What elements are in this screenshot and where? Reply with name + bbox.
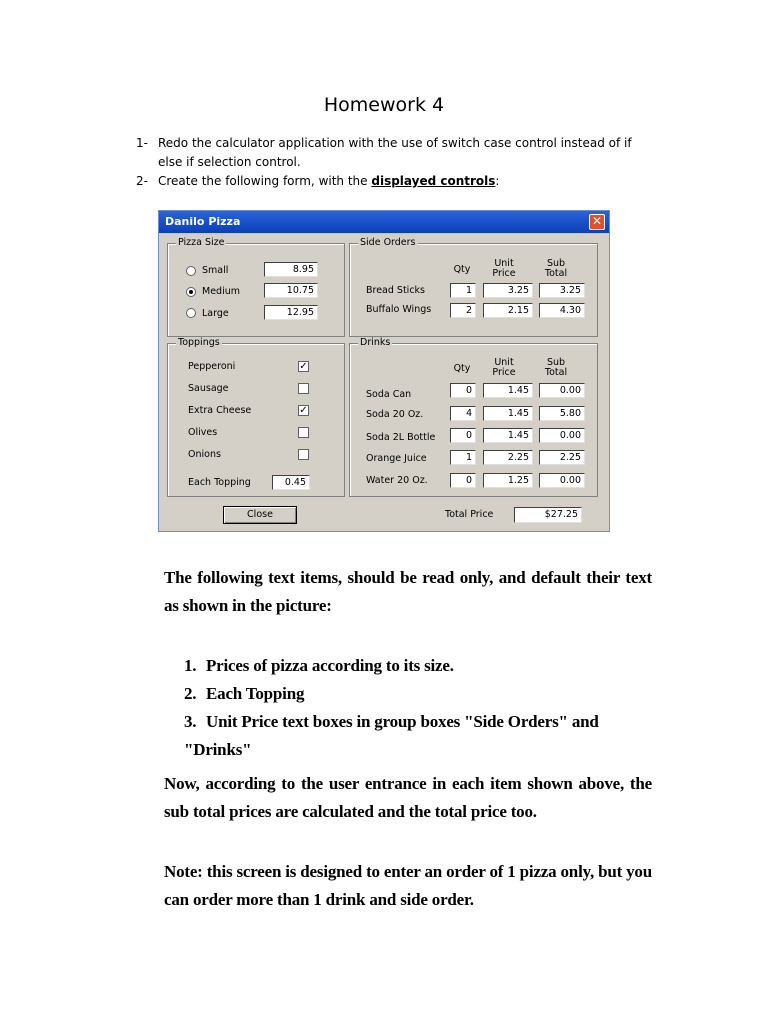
price-large-field[interactable]: 12.95 bbox=[264, 305, 318, 320]
total-price-field[interactable]: $27.25 bbox=[514, 507, 582, 523]
read-only-item-2 bbox=[184, 680, 654, 708]
group-legend: Side Orders bbox=[360, 237, 416, 248]
close-button[interactable]: Close bbox=[223, 506, 297, 524]
instructions-para-3-text: Note: this screen is designed to enter an order of 1 pizza only, but you can order more than 1 drink and side order. bbox=[164, 862, 652, 909]
toppings-group bbox=[167, 337, 345, 497]
qty-orange-juice-field[interactable]: 1 bbox=[450, 450, 476, 465]
instructions-block bbox=[164, 564, 652, 620]
drinks-group bbox=[349, 337, 598, 497]
price-medium-field[interactable]: 10.75 bbox=[264, 283, 318, 298]
unit-soda-20oz-field[interactable]: 1.45 bbox=[483, 406, 533, 421]
radio-medium[interactable] bbox=[186, 287, 196, 297]
checkbox-extra-cheese[interactable]: ✓ bbox=[299, 405, 308, 416]
read-only-item-text: Unit Price text boxes in group boxes "Side Orders" and "Drinks" bbox=[184, 712, 599, 759]
qty-soda-20oz-field[interactable]: 4 bbox=[450, 406, 476, 421]
radio-large[interactable] bbox=[186, 308, 196, 318]
sub-total-header: Sub Total bbox=[544, 357, 568, 378]
list-number: 3. bbox=[184, 712, 197, 731]
pizza-size-group bbox=[167, 237, 345, 337]
qty-header: Qty bbox=[453, 363, 471, 374]
read-only-item-text: Each Topping bbox=[206, 684, 305, 703]
read-only-item-3 bbox=[184, 708, 654, 764]
each-topping-field[interactable]: 0.45 bbox=[272, 475, 310, 490]
total-price-label: Total Price bbox=[445, 509, 494, 520]
unit-orange-juice-field[interactable]: 2.25 bbox=[483, 450, 533, 465]
read-only-list bbox=[184, 652, 654, 764]
qty-soda-2l-field[interactable]: 0 bbox=[450, 428, 476, 443]
unit-soda-2l-field[interactable]: 1.45 bbox=[483, 428, 533, 443]
qty-bread-sticks-field[interactable]: 1 bbox=[450, 283, 476, 298]
group-legend: Drinks bbox=[360, 337, 391, 348]
window-title: Danilo Pizza bbox=[165, 215, 241, 228]
sub-soda-20oz-field[interactable]: 5.80 bbox=[539, 406, 585, 421]
sub-total-header: Sub Total bbox=[544, 258, 568, 279]
topping-label: Sausage bbox=[188, 383, 229, 394]
instructions-para-3 bbox=[164, 858, 652, 914]
unit-soda-can-field[interactable]: 1.45 bbox=[483, 383, 533, 398]
sub-soda-can-field[interactable]: 0.00 bbox=[539, 383, 585, 398]
item-label: Soda 20 Oz. bbox=[366, 409, 424, 420]
price-small-field[interactable]: 8.95 bbox=[264, 262, 318, 277]
qty-water-20oz-field[interactable]: 0 bbox=[450, 473, 476, 488]
topping-label: Extra Cheese bbox=[188, 405, 252, 416]
qty-buffalo-wings-field[interactable]: 2 bbox=[450, 303, 476, 318]
instructions-intro: The following text items, should be read only, and default their text as shown in the picture: bbox=[164, 568, 652, 615]
list-number: 2- bbox=[136, 174, 148, 188]
unit-buffalo-wings-field[interactable]: 2.15 bbox=[483, 303, 533, 318]
sub-bread-sticks-field[interactable]: 3.25 bbox=[539, 283, 585, 298]
list-number: 1. bbox=[184, 656, 197, 675]
list-text-emphasis: displayed controls bbox=[371, 174, 496, 188]
document-title: Homework 4 bbox=[323, 94, 445, 116]
unit-bread-sticks-field[interactable]: 3.25 bbox=[483, 283, 533, 298]
item-label: Orange Juice bbox=[366, 453, 427, 464]
topping-label: Pepperoni bbox=[188, 361, 236, 372]
side-orders-group bbox=[349, 237, 598, 337]
item-label: Soda 2L Bottle bbox=[366, 432, 436, 443]
list-text bbox=[158, 172, 658, 191]
window-close-icon[interactable]: ✕ bbox=[589, 214, 605, 230]
item-label: Bread Sticks bbox=[366, 285, 425, 296]
checkbox-onions[interactable] bbox=[298, 449, 309, 460]
topping-label: Onions bbox=[188, 449, 221, 460]
qty-header: Qty bbox=[453, 264, 471, 275]
qty-soda-can-field[interactable]: 0 bbox=[450, 383, 476, 398]
topping-label: Olives bbox=[188, 427, 218, 438]
checkbox-pepperoni[interactable]: ✓ bbox=[299, 361, 308, 372]
option-label: Medium bbox=[202, 286, 240, 297]
item-label: Water 20 Oz. bbox=[366, 475, 428, 486]
read-only-item-1 bbox=[184, 652, 654, 680]
pizza-order-window bbox=[158, 210, 610, 532]
sub-soda-2l-field[interactable]: 0.00 bbox=[539, 428, 585, 443]
option-label: Small bbox=[202, 265, 229, 276]
unit-water-20oz-field[interactable]: 1.25 bbox=[483, 473, 533, 488]
sub-water-20oz-field[interactable]: 0.00 bbox=[539, 473, 585, 488]
list-text-after: : bbox=[495, 174, 500, 188]
read-only-item-text: Prices of pizza according to its size. bbox=[206, 656, 454, 675]
group-legend: Toppings bbox=[178, 337, 220, 348]
list-number: 2. bbox=[184, 684, 197, 703]
window-titlebar[interactable] bbox=[159, 211, 609, 233]
unit-price-header: Unit Price bbox=[492, 258, 516, 279]
item-label: Soda Can bbox=[366, 389, 412, 400]
list-text: Redo the calculator application with the use of switch case control instead of if else if selection control. bbox=[158, 136, 632, 169]
group-legend: Pizza Size bbox=[178, 237, 225, 248]
checkbox-sausage[interactable] bbox=[298, 383, 309, 394]
list-number: 1- bbox=[136, 136, 148, 150]
instructions-para-2-text: Now, according to the user entrance in each item shown above, the sub total prices are calculated and the total price too. bbox=[164, 774, 652, 821]
option-label: Large bbox=[202, 308, 229, 319]
sub-buffalo-wings-field[interactable]: 4.30 bbox=[539, 303, 585, 318]
checkbox-olives[interactable] bbox=[298, 427, 309, 438]
unit-price-header: Unit Price bbox=[492, 357, 516, 378]
item-label: Buffalo Wings bbox=[366, 304, 432, 315]
instructions-para-2 bbox=[164, 770, 652, 826]
radio-small[interactable] bbox=[186, 266, 196, 276]
each-topping-label: Each Topping bbox=[188, 477, 251, 488]
sub-orange-juice-field[interactable]: 2.25 bbox=[539, 450, 585, 465]
list-text-before: Create the following form, with the bbox=[158, 174, 372, 188]
